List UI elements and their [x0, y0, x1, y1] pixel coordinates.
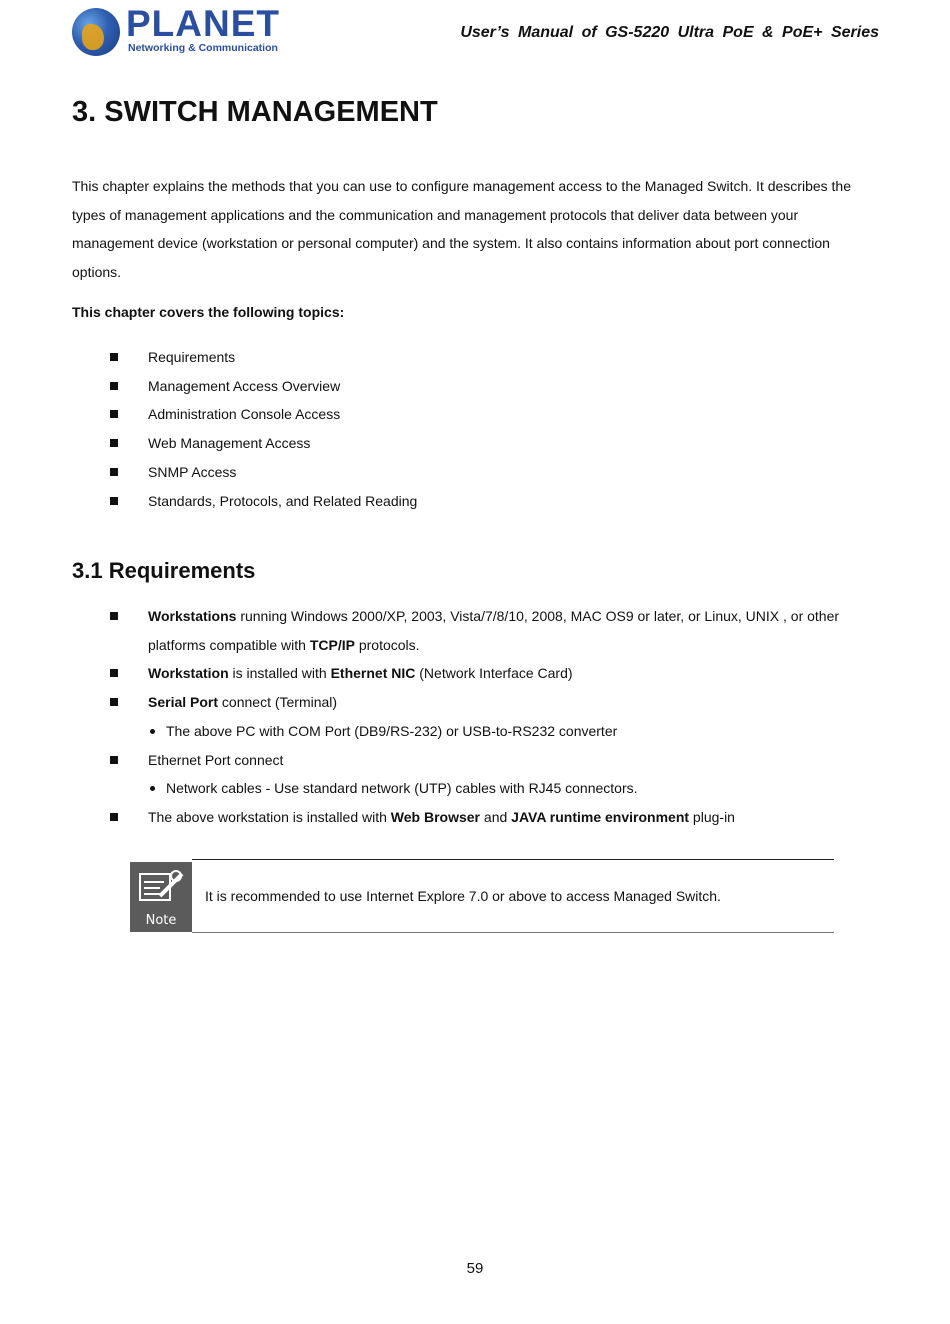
list-item — [110, 659, 870, 688]
req-text: is installed with — [228, 665, 331, 682]
dot-bullet-icon — [150, 786, 155, 791]
req-text: The above workstation is installed with — [148, 808, 391, 825]
topic-label: Standards, Protocols, and Related Reading — [148, 492, 418, 509]
square-bullet-icon — [110, 669, 118, 677]
manual-title: User’s Manual of GS-5220 Ultra PoE & PoE+ Series — [460, 24, 879, 41]
list-item — [110, 746, 870, 803]
topics-list — [110, 343, 417, 515]
req-bold: Workstations — [148, 608, 237, 624]
list-item — [110, 688, 870, 745]
requirements-list — [110, 602, 870, 832]
square-bullet-icon — [110, 813, 118, 821]
req-text: running Windows 2000/XP, 2003, Vista/7/8/10, 2008, MAC OS9 or later, or Linux, UNIX , or other platforms compatible with — [148, 608, 840, 653]
req-bold: Ethernet NIC — [330, 665, 416, 682]
topic-label: Requirements — [148, 349, 236, 365]
square-bullet-icon — [110, 382, 118, 390]
square-bullet-icon — [110, 756, 118, 764]
section-title: 3.1 Requirements — [72, 558, 256, 583]
square-bullet-icon — [110, 353, 118, 361]
list-item — [110, 803, 870, 832]
divider — [192, 932, 834, 933]
req-bold: Workstation — [148, 665, 229, 682]
req-text: plug-in — [689, 808, 735, 825]
topic-label: SNMP Access — [148, 463, 237, 480]
req-text: connect (Terminal) — [218, 694, 338, 711]
intro-paragraph: This chapter explains the methods that you can use to configure management access to the Managed Switch. It describes the types of management applications and the communication and management protocols that deliver data between your management device (workstation or personal computer) and the system. It also contains information about port connection options. — [72, 178, 851, 281]
list-item — [110, 343, 417, 372]
logo-tagline: Networking & Communication — [128, 42, 278, 54]
dot-bullet-icon — [150, 729, 155, 734]
req-bold: JAVA runtime environment — [511, 808, 690, 825]
note-label: Note — [145, 913, 177, 928]
note-box — [130, 859, 834, 933]
square-bullet-icon — [110, 497, 118, 505]
list-item — [110, 372, 417, 401]
sub-item-text: Network cables - Use standard network (UTP) cables with RJ45 connectors. — [166, 780, 638, 797]
req-bold: Serial Port — [148, 694, 219, 711]
list-item — [110, 400, 417, 429]
square-bullet-icon — [110, 468, 118, 476]
note-icon — [130, 862, 192, 932]
list-item — [110, 429, 417, 458]
list-item — [110, 602, 870, 659]
notepad-pencil-icon — [130, 862, 192, 914]
planet-logo — [72, 3, 280, 58]
list-item — [110, 487, 417, 516]
req-bold: Web Browser — [390, 808, 481, 825]
topic-label: Management Access Overview — [148, 377, 341, 394]
sub-list-item — [148, 774, 870, 803]
square-bullet-icon — [110, 612, 118, 620]
req-text: and — [480, 808, 512, 825]
sub-list-item — [148, 717, 870, 746]
topic-label: Administration Console Access — [148, 406, 341, 423]
note-text: It is recommended to use Internet Explore 7.0 or above to access Managed Switch. — [205, 888, 721, 904]
divider — [192, 859, 834, 860]
globe-icon — [72, 8, 120, 56]
square-bullet-icon — [110, 410, 118, 418]
req-text: (Network Interface Card) — [415, 665, 573, 682]
sub-item-text: The above PC with COM Port (DB9/RS-232) or USB-to-RS232 converter — [166, 722, 618, 739]
chapter-title: 3. SWITCH MANAGEMENT — [72, 96, 438, 128]
square-bullet-icon — [110, 698, 118, 706]
list-item — [110, 458, 417, 487]
logo-word: PLANET — [126, 3, 280, 44]
square-bullet-icon — [110, 439, 118, 447]
req-text: Ethernet Port connect — [148, 751, 284, 768]
topic-label: Web Management Access — [148, 435, 311, 452]
topics-heading: This chapter covers the following topics: — [72, 304, 345, 320]
page-number: 59 — [466, 1260, 484, 1277]
req-text: protocols. — [354, 636, 420, 653]
req-bold: TCP/IP — [309, 636, 355, 653]
